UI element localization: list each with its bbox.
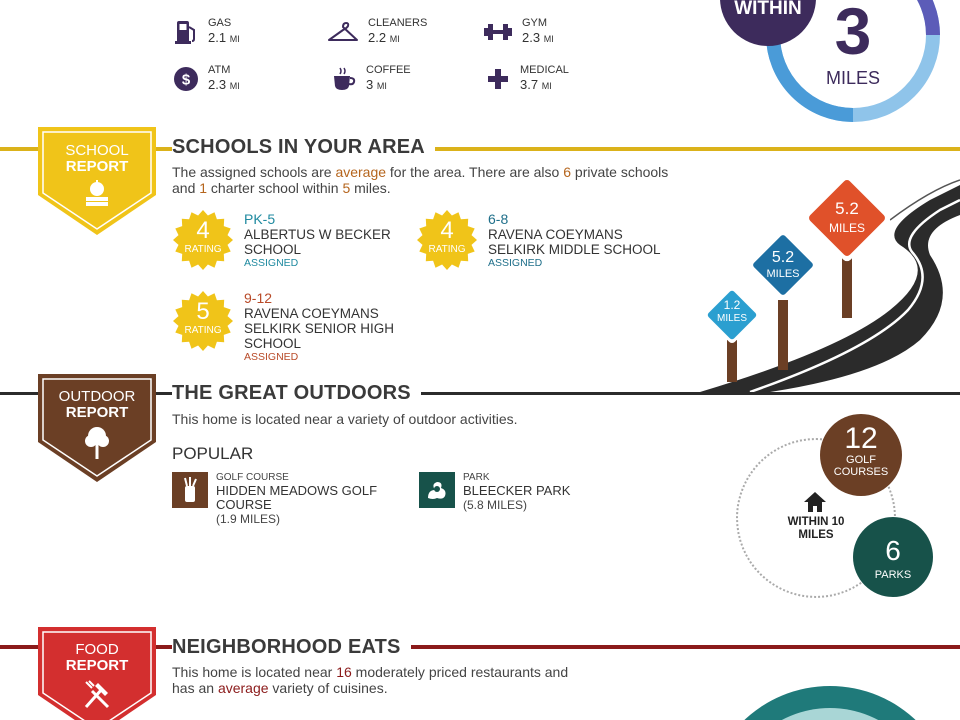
private-count: 6 (563, 164, 572, 180)
school-item[interactable] (244, 212, 409, 270)
badge-top-text: SCHOOL (65, 142, 129, 159)
amenity-gas (172, 17, 240, 47)
amenity-label: GYM (522, 17, 548, 29)
amenity-unit: MI (389, 34, 400, 44)
within-number: 3 (834, 0, 872, 68)
badge-top-text: FOOD (75, 641, 119, 658)
golf-bag-icon (172, 472, 208, 508)
popular-label: POPULAR (172, 444, 254, 463)
sign-value: 1.2 (723, 298, 741, 312)
rating-label: RATING (184, 244, 222, 255)
within-label: WITHIN (734, 0, 802, 19)
sign-value: 5.2 (771, 249, 795, 266)
charter-count: 1 (199, 180, 208, 196)
amenity-distance: 3 (366, 77, 374, 92)
amenity-medical (484, 64, 569, 94)
outdoors-intro: This home is located near a variety of outdoor activities. (172, 411, 518, 427)
dollar-icon (172, 65, 200, 93)
school-grade: 9-12 (244, 290, 273, 306)
school-name: ALBERTUS W BECKER SCHOOL (244, 227, 391, 257)
amenity-distance: 2.1 (208, 30, 227, 45)
activity-type: PARK (463, 472, 490, 483)
amenity-distance: 2.2 (368, 30, 387, 45)
park-count-label: PARKS (874, 569, 912, 581)
amenity-label: ATM (208, 64, 231, 76)
school-status: ASSIGNED (244, 351, 299, 363)
hanger-icon (326, 18, 360, 46)
tree-icon (85, 426, 109, 460)
rating-badge (172, 209, 234, 271)
charter-radius: 5 (342, 180, 351, 196)
food-chart-ring (705, 686, 955, 720)
amenity-unit: MI (229, 81, 240, 91)
within-10-label: WITHIN 10 MILES (787, 516, 845, 541)
school-status: ASSIGNED (244, 257, 299, 269)
amenity-label: GAS (208, 17, 232, 29)
schools-intro: The assigned schools are average for the area. There are also 6 private schools and 1 charter school within 5 miles. (172, 164, 669, 196)
food-report-badge (38, 627, 156, 720)
activity-type: GOLF COURSE (216, 472, 289, 483)
activity-name: HIDDEN MEADOWS GOLF COURSE (216, 483, 378, 512)
activity-distance: (1.9 MILES) (216, 512, 281, 526)
rating-value: 4 (196, 217, 210, 244)
school-report-badge (38, 127, 156, 235)
food-intro: This home is located near 16 moderately priced restaurants and has an average variety of cuisines. (172, 664, 569, 696)
sign-unit: MILES (828, 221, 865, 235)
golf-count-label: GOLF COURSES (833, 454, 889, 478)
sign-unit: MILES (766, 268, 800, 280)
sign-value: 5.2 (835, 199, 859, 218)
amenity-distance: 2.3 (522, 30, 541, 45)
sign-unit: MILES (716, 313, 747, 324)
park-icon (419, 472, 455, 508)
park-count: 6 (885, 535, 901, 566)
amenity-coffee (330, 64, 411, 94)
rating-label: RATING (184, 325, 222, 336)
rating-value: 5 (196, 298, 210, 325)
fork-knife-icon (82, 679, 112, 709)
rating-badge (416, 209, 478, 271)
gas-pump-icon (172, 18, 200, 46)
school-name: RAVENA COEYMANS SELKIRK SENIOR HIGH SCHOOL (244, 306, 395, 351)
within-miles-ring (720, 0, 940, 125)
badge-top-text: OUTDOOR (58, 388, 136, 405)
school-quality: average (335, 164, 387, 180)
outdoors-title: THE GREAT OUTDOORS (172, 382, 421, 405)
school-status: ASSIGNED (488, 257, 543, 269)
amenity-unit: MI (541, 81, 552, 91)
outdoor-report-badge (38, 374, 156, 482)
amenity-gym (482, 17, 554, 47)
park-count-circle (853, 517, 933, 597)
badge-bottom-text: REPORT (65, 158, 129, 175)
amenity-distance: 3.7 (520, 77, 539, 92)
activity-item[interactable] (172, 472, 386, 526)
amenity-unit: MI (376, 81, 387, 91)
amenity-unit: MI (543, 34, 554, 44)
amenity-atm (172, 64, 240, 94)
school-item[interactable] (488, 212, 668, 270)
within-unit: MILES (825, 68, 881, 88)
activity-item[interactable] (419, 472, 570, 512)
school-name: RAVENA COEYMANS SELKIRK MIDDLE SCHOOL (488, 227, 661, 257)
cuisine-variety: average (217, 680, 269, 696)
rating-badge (172, 290, 234, 352)
medical-cross-icon (484, 65, 512, 93)
schools-title: SCHOOLS IN YOUR AREA (172, 136, 435, 159)
golf-count-circle (820, 414, 902, 496)
apple-books-icon (83, 179, 111, 207)
home-icon (803, 491, 827, 513)
golf-count: 12 (844, 422, 878, 455)
school-item[interactable] (244, 291, 404, 364)
amenity-unit: MI (229, 34, 240, 44)
badge-bottom-text: REPORT (65, 404, 129, 421)
amenity-label: MEDICAL (520, 64, 569, 76)
activity-distance: (5.8 MILES) (463, 498, 528, 512)
svg-text:$: $ (181, 71, 191, 89)
rating-value: 4 (440, 217, 454, 244)
activity-name: BLEECKER PARK (463, 483, 571, 498)
badge-bottom-text: REPORT (65, 657, 129, 674)
amenity-label: COFFEE (366, 64, 411, 76)
food-title: NEIGHBORHOOD EATS (172, 636, 411, 659)
school-grade: 6-8 (488, 211, 509, 227)
dumbbell-icon (482, 18, 514, 46)
school-grade: PK-5 (244, 211, 276, 227)
amenity-label: CLEANERS (368, 17, 428, 29)
amenity-cleaners (326, 17, 427, 47)
restaurant-count: 16 (336, 664, 352, 680)
amenity-distance: 2.3 (208, 77, 227, 92)
rating-label: RATING (428, 244, 466, 255)
distance-road-illustration (690, 160, 960, 392)
coffee-cup-icon (330, 65, 358, 93)
